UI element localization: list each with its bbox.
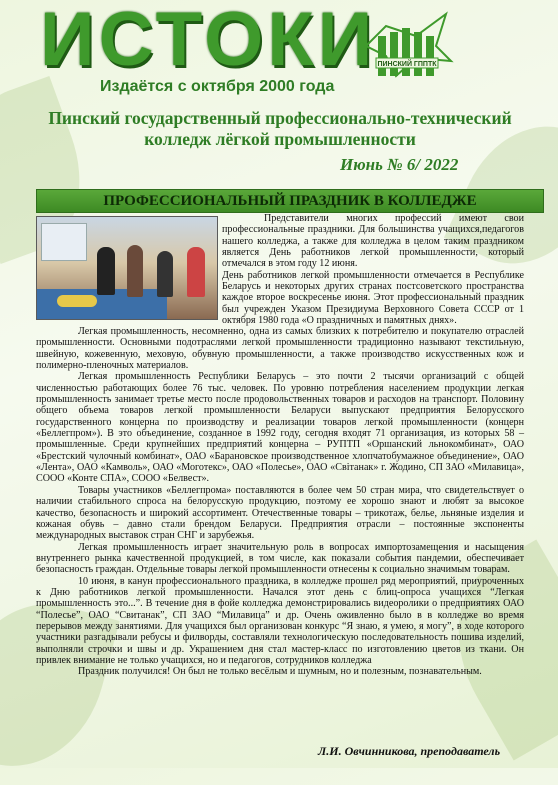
paragraph: День работников легкой промышленности отмечается в Республике Беларусь и некоторых других странах постсоветского пространства каждое второе воскресенье июня. Этот профессиональный праздник был учрежден Указом Президиума Верховного Совета СССР от 1 октября 1980 года «О праздничных и памятных днях». (222, 269, 524, 327)
paragraph: Легкая промышленность Республики Беларусь – это почти 2 тысячи организаций с общей численностью работающих более 76 тыс. человек. По уровню потребления населением продукции легкая промышленность занимает третье место после продовольственных товаров и расходов на транспорт. Половину общего объема товаров легкой промышленности Беларуси выпускают предприятия Белорусского государственного концерна по производству и реализации товаров легкой промышленности (концерн «Беллегпром»). В это объединение, созданное в 1992 году, сегодня входят 71 организация, из которых 58 – промышленные. Среди крупнейших предприятий концерна – РУПТП «Оршанский льнокомбинат», ОАО «Брестский чулочный комбинат», ОАО «Барановское производственное хлопчатобумажное объединение», ОАО «Лента», ОАО «Камволь», ОАО «Моготекс», ОАО «Полесье», ОАО «Свiтанак» г. Жодино, СП ЗАО «Милавица», СООО «Конте СПА», СООО «Белвест». (36, 371, 524, 485)
article-headline: ПРОФЕССИОНАЛЬНЫЙ ПРАЗДНИК В КОЛЛЕДЖЕ (36, 189, 544, 213)
paragraph: Легкая промышленность играет значительную роль в вопросах импортозамещения и насыщения внутреннего рынка качественной продукцией, в том числе, как показали события пандемии, обеспечивает безопасность граждан. Отдельные товары легкой промышленности отнесены к социально значимым товарам. (36, 541, 524, 576)
photo-person (187, 247, 205, 297)
college-logo (356, 6, 461, 86)
photo-person (157, 251, 173, 297)
photo-person (97, 247, 115, 295)
college-name-line1: Пинский государственный профессионально-технический (48, 108, 512, 128)
author-signature: Л.И. Овчинникова, преподаватель (318, 744, 501, 758)
paragraph: Праздник получился! Он был не только весёлым и шумным, но и полезным, познавательным. (78, 666, 482, 678)
college-name-line2: колледж лёгкой промышленности (144, 129, 416, 149)
issue-label: Июнь № 6/ 2022 (340, 155, 459, 174)
logo-text: ПИНСКИЙ ГППТК (377, 61, 437, 68)
article-body (36, 326, 524, 678)
since-line: Издаётся с октября 2000 года (100, 78, 335, 95)
photo-flowers (57, 295, 97, 307)
college-name (20, 108, 540, 150)
masthead-title: ИСТОКИ (40, 0, 377, 82)
paragraph: Товары участников «Беллегпрома» поставляются в более чем 50 стран мира, что свидетельствует о наличии стабильного спроса на белорусскую продукцию, поэтому ее хорошо знают и любят за высокое качество, безопасность и широкий ассортимент. Отечественные товары – трикотаж, белье, льняные изделия и кожаная обувь – давно стали брендом Беларуси. Предприятия отрасли – постоянные экспоненты международных выставок стран СНГ и зарубежья. (36, 484, 524, 542)
intro-text (222, 213, 524, 326)
photo-window (41, 223, 87, 261)
photo-person (127, 245, 143, 297)
paragraph: Легкая промышленность, несомненно, одна из самых близких к потребителю и покупателю отраслей промышленности. Основными подотраслями легкой промышленности традиционно называют текстильную, швейную, кожевенную, меховую, обувную промышленности, а также производство искусственных кож и полимерно-пленочных материалов. (36, 326, 524, 372)
event-photo (36, 216, 218, 320)
paragraph: Представители многих профессий имеют свои профессиональные праздники. Для большинства учащихся,педагогов нашего колледжа, а также для колледжа в целом таким праздником является День работников легкой промышленности, который отмечался в этом году 12 июня. (222, 213, 524, 270)
paragraph: 10 июня, в канун профессионального праздника, в колледже прошел ряд мероприятий, приуроченных к Дню работников легкой промышленности. Начался этот день с блиц-опроса учащихся “Легкая промышленность это...”. В течение дня в фойе колледжа демонстрировались видеоролики о предприятиях ОАО “Полесье”, ОАО “Свитанак”, СП ЗАО “Милавица” и др. Очень оживленно было в в колледже во время перерывов между занятиями. Для учащихся был организован конкурс “Я знаю, я умею, я могу”, в ходе которого участники разгадывали ребусы и филворды, составляли технологическую последовательность пошива изделий, выполняли строчки и швы и др. Украшением дня стал мастер-класс по изготовлению цветов из ткани. Он привлек внимание не только учащихся, но и педагогов, сотрудников колледжа (36, 575, 524, 666)
